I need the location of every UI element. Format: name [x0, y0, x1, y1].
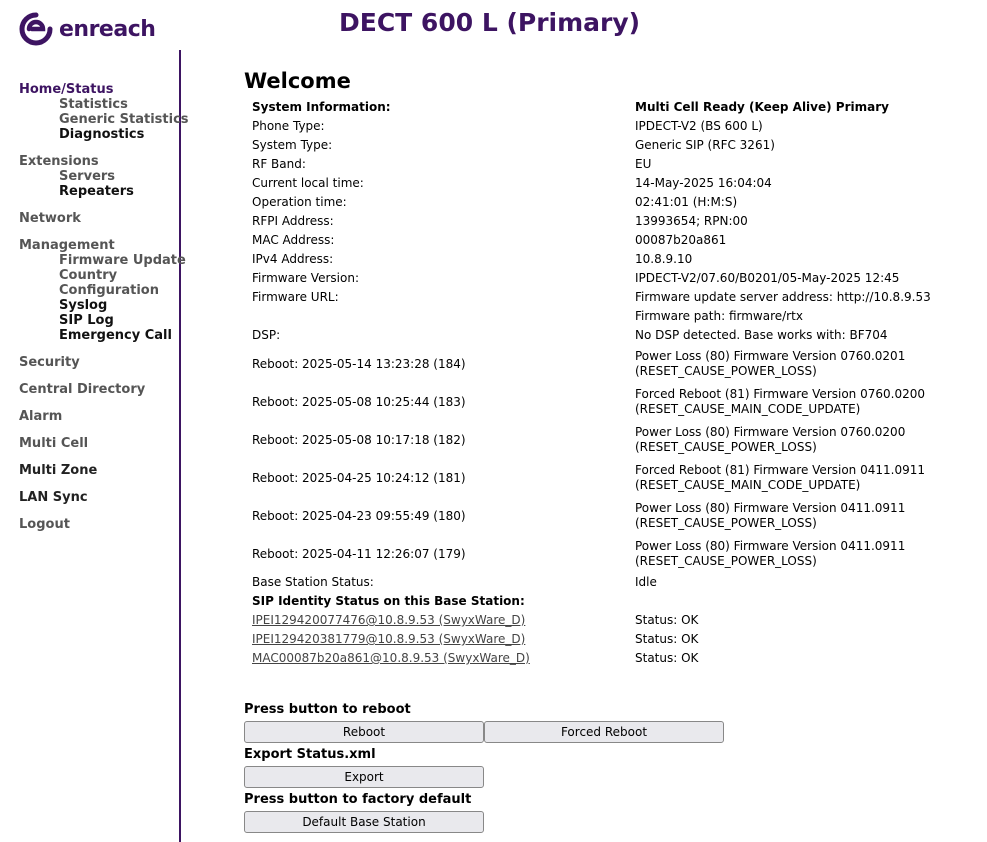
factory-default-button-row: [244, 811, 964, 833]
info-label: IPv4 Address:: [252, 252, 334, 266]
info-value: 00087b20a861: [635, 233, 727, 247]
nav-network[interactable]: Network: [19, 211, 81, 226]
nav-configuration[interactable]: Configuration: [59, 283, 159, 298]
welcome-heading: Welcome: [244, 69, 351, 93]
reboot-label: Reboot: 2025-05-14 13:23:28 (184): [252, 356, 466, 371]
info-label: RF Band:: [252, 157, 306, 171]
nav-lan-sync[interactable]: LAN Sync: [19, 490, 88, 505]
sip-identity-link[interactable]: MAC00087b20a861@10.8.9.53 (SwyxWare_D): [252, 651, 530, 665]
system-info-table: [248, 98, 935, 668]
info-label: Operation time:: [252, 195, 347, 209]
nav-emergency-call[interactable]: Emergency Call: [59, 328, 172, 343]
info-label: MAC Address:: [252, 233, 335, 247]
factory-default-section-label: Press button to factory default: [244, 792, 472, 807]
sip-identity-row: [248, 649, 935, 668]
info-value: Idle: [635, 575, 657, 589]
info-value: 13993654; RPN:00: [635, 214, 748, 228]
info-value: 14-May-2025 16:04:04: [635, 176, 772, 190]
info-label: RFPI Address:: [252, 214, 334, 228]
sip-identity-row: [248, 630, 935, 649]
sip-identity-status: Status: OK: [635, 613, 699, 627]
reboot-cause: [631, 459, 935, 497]
reboot-label: Reboot: 2025-04-23 09:55:49 (180): [252, 508, 466, 523]
reboot-cause-line2: (RESET_CAUSE_POWER_LOSS): [635, 440, 817, 454]
nav-management[interactable]: Management: [19, 238, 115, 253]
nav-home-status[interactable]: Home/Status: [19, 82, 114, 97]
nav-country[interactable]: Country: [59, 268, 118, 283]
nav-generic-statistics[interactable]: Generic Statistics: [59, 112, 189, 127]
info-header-label: System Information:: [252, 100, 391, 114]
info-value: IPDECT-V2/07.60/B0201/05-May-2025 12:45: [635, 271, 900, 285]
reboot-cause-line1: Power Loss (80) Firmware Version 0760.0200: [635, 425, 906, 439]
reboot-label: Reboot: 2025-04-11 12:26:07 (179): [252, 546, 466, 561]
forced-reboot-button[interactable]: Forced Reboot: [484, 721, 724, 743]
reboot-row: [248, 345, 935, 383]
reboot-cause-line2: (RESET_CAUSE_POWER_LOSS): [635, 554, 817, 568]
sip-identity-link[interactable]: IPEI129420077476@10.8.9.53 (SwyxWare_D): [252, 613, 526, 627]
sidebar-divider: [179, 50, 181, 842]
info-value: IPDECT-V2 (BS 600 L): [635, 119, 763, 133]
info-value: 10.8.9.10: [635, 252, 693, 266]
nav-sip-log[interactable]: SIP Log: [59, 313, 114, 328]
info-row-ipv4: [248, 250, 935, 269]
info-label: System Type:: [252, 138, 333, 152]
nav-multi-zone[interactable]: Multi Zone: [19, 463, 98, 478]
default-base-station-button[interactable]: Default Base Station: [244, 811, 484, 833]
nav-logout[interactable]: Logout: [19, 517, 70, 532]
nav-alarm[interactable]: Alarm: [19, 409, 63, 424]
reboot-button-row: [244, 721, 964, 743]
sidebar-nav: [19, 82, 189, 532]
sip-identity-header: SIP Identity Status on this Base Station:: [252, 594, 525, 608]
info-label: Current local time:: [252, 176, 364, 190]
reboot-cause-line2: (RESET_CAUSE_POWER_LOSS): [635, 516, 817, 530]
reboot-cause-line2: (RESET_CAUSE_MAIN_CODE_UPDATE): [635, 478, 861, 492]
reboot-row: [248, 535, 935, 573]
reboot-cause-line2: (RESET_CAUSE_MAIN_CODE_UPDATE): [635, 402, 861, 416]
nav-repeaters[interactable]: Repeaters: [59, 184, 134, 199]
reboot-cause-line2: (RESET_CAUSE_POWER_LOSS): [635, 364, 817, 378]
info-row-firmware-url: [248, 288, 935, 307]
info-label: Firmware URL:: [252, 290, 339, 304]
reboot-cause-line1: Power Loss (80) Firmware Version 0411.0911: [635, 539, 906, 553]
reboot-label: Reboot: 2025-04-25 10:24:12 (181): [252, 470, 466, 485]
reboot-row: [248, 497, 935, 535]
brand-name: enreach: [59, 16, 156, 42]
export-section-label: Export Status.xml: [244, 747, 376, 762]
nav-extensions[interactable]: Extensions: [19, 154, 99, 169]
info-row-firmware-version: [248, 269, 935, 288]
export-button-row: [244, 766, 964, 788]
info-row-firmware-path: [248, 307, 935, 326]
info-header-row: [248, 98, 935, 117]
info-label: Firmware Version:: [252, 271, 359, 285]
info-value: No DSP detected. Base works with: BF704: [635, 328, 888, 342]
info-row-dsp: [248, 326, 935, 345]
nav-multi-cell[interactable]: Multi Cell: [19, 436, 89, 451]
reboot-label: Reboot: 2025-05-08 10:17:18 (182): [252, 432, 466, 447]
info-row-mac: [248, 231, 935, 250]
nav-servers[interactable]: Servers: [59, 169, 116, 184]
reboot-label: Reboot: 2025-05-08 10:25:44 (183): [252, 394, 466, 409]
reboot-row: [248, 421, 935, 459]
nav-diagnostics[interactable]: Diagnostics: [59, 127, 145, 142]
reboot-row: [248, 383, 935, 421]
info-row-rf-band: [248, 155, 935, 174]
reboot-cause: [631, 345, 935, 383]
info-row-operation-time: [248, 193, 935, 212]
page-title: DECT 600 L (Primary): [339, 8, 641, 37]
reboot-row: [248, 459, 935, 497]
reboot-cause: [631, 497, 935, 535]
main-content: [244, 68, 964, 833]
nav-statistics[interactable]: Statistics: [59, 97, 128, 112]
info-row-local-time: [248, 174, 935, 193]
reboot-cause-line1: Power Loss (80) Firmware Version 0760.0201: [635, 349, 906, 363]
info-label: Phone Type:: [252, 119, 325, 133]
reboot-cause-line1: Forced Reboot (81) Firmware Version 0760.0200: [635, 387, 925, 401]
info-row-base-station-status: [248, 573, 935, 592]
sip-identity-status: Status: OK: [635, 651, 699, 665]
info-row-phone-type: [248, 117, 935, 136]
sip-identity-status: Status: OK: [635, 632, 699, 646]
reboot-section-label: Press button to reboot: [244, 702, 411, 717]
nav-firmware-update[interactable]: Firmware Update: [59, 253, 186, 268]
nav-central-directory[interactable]: Central Directory: [19, 382, 146, 397]
reboot-cause: [631, 535, 935, 573]
info-row-rfpi: [248, 212, 935, 231]
info-value: EU: [635, 157, 652, 171]
info-row-system-type: [248, 136, 935, 155]
info-value: Firmware update server address: http://10.8.9.53: [635, 290, 931, 304]
info-label: Base Station Status:: [252, 575, 374, 589]
sip-header-row: [248, 592, 935, 611]
sip-identity-row: [248, 611, 935, 630]
nav-syslog[interactable]: Syslog: [59, 298, 108, 313]
export-button[interactable]: Export: [244, 766, 484, 788]
info-value: Firmware path: firmware/rtx: [635, 309, 803, 323]
info-value: Generic SIP (RFC 3261): [635, 138, 775, 152]
reboot-cause-line1: Power Loss (80) Firmware Version 0411.0911: [635, 501, 906, 515]
info-value: 02:41:01 (H:M:S): [635, 195, 738, 209]
nav-security[interactable]: Security: [19, 355, 80, 370]
sip-identity-link[interactable]: IPEI129420381779@10.8.9.53 (SwyxWare_D): [252, 632, 526, 646]
brand-logo: [19, 12, 155, 46]
reboot-cause: [631, 383, 935, 421]
enreach-logo-icon: [19, 12, 53, 46]
info-label: DSP:: [252, 328, 281, 342]
info-header-value: Multi Cell Ready (Keep Alive) Primary: [635, 100, 889, 114]
reboot-cause-line1: Forced Reboot (81) Firmware Version 0411.0911: [635, 463, 925, 477]
reboot-button[interactable]: Reboot: [244, 721, 484, 743]
reboot-cause: [631, 421, 935, 459]
